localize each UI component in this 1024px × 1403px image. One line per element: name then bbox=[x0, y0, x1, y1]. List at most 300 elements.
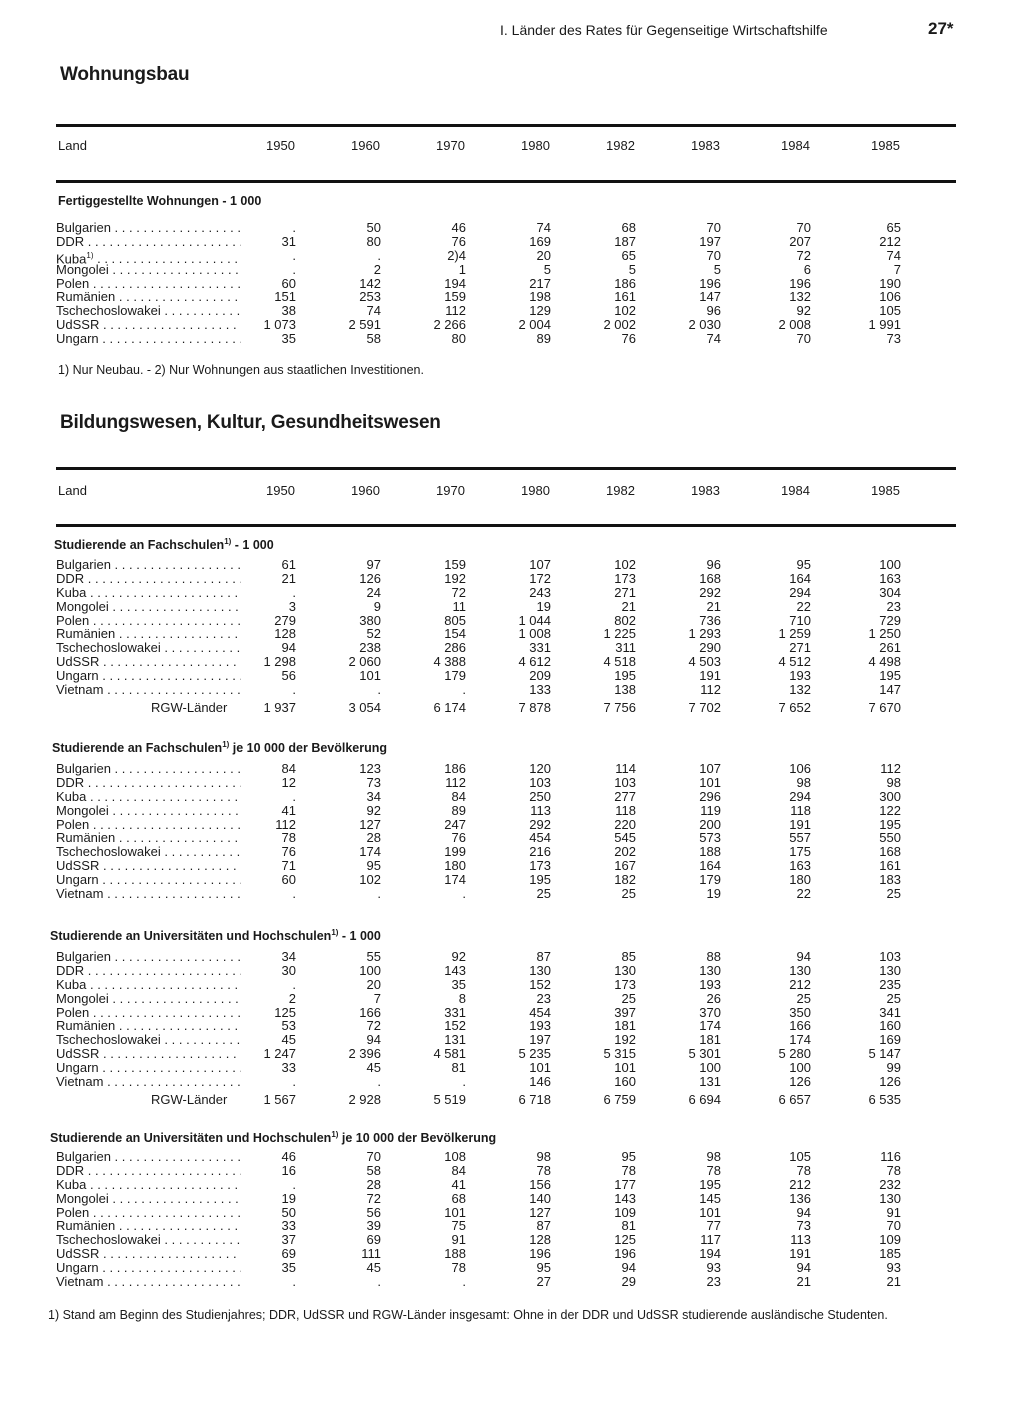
cell-value: 94 bbox=[281, 640, 296, 656]
cell-value: 196 bbox=[529, 1246, 551, 1262]
row-label bbox=[56, 1075, 241, 1089]
cell-value: 25 bbox=[536, 886, 551, 902]
cell-value: 168 bbox=[879, 844, 901, 860]
column-header-row bbox=[56, 138, 956, 158]
cell-value: 292 bbox=[699, 584, 721, 600]
cell-value: 195 bbox=[879, 668, 901, 684]
cell-value: 194 bbox=[444, 275, 466, 291]
cell-value: 207 bbox=[789, 233, 811, 249]
cell-value: 97 bbox=[366, 557, 381, 572]
cell-value: 109 bbox=[879, 1232, 901, 1248]
cell-value: 125 bbox=[274, 1004, 296, 1020]
cell-value: 118 bbox=[615, 802, 636, 818]
cell-value: 50 bbox=[366, 220, 381, 235]
cell-value: 21 bbox=[796, 1274, 811, 1290]
table-row bbox=[56, 683, 956, 697]
cell-value: 2 396 bbox=[348, 1046, 381, 1062]
cell-value: 129 bbox=[529, 303, 551, 319]
cell-value: 28 bbox=[366, 830, 381, 846]
cell-value: 102 bbox=[614, 303, 636, 319]
country-name: Kuba bbox=[56, 977, 87, 992]
cell-value: 163 bbox=[789, 858, 811, 874]
cell-value: 147 bbox=[879, 682, 901, 698]
footnote-marker: 1) bbox=[222, 740, 230, 749]
cell-value: 23 bbox=[536, 990, 551, 1006]
cell-value: 130 bbox=[879, 962, 901, 978]
cell-value: 196 bbox=[614, 1246, 636, 1262]
cell-value: 126 bbox=[359, 570, 381, 586]
total-value: 6 759 bbox=[603, 1091, 636, 1107]
table-fachschulen-1000 bbox=[56, 558, 956, 719]
table-row bbox=[56, 831, 956, 845]
block-title-text: Studierende an Fachschulen bbox=[52, 741, 223, 756]
cell-value: 38 bbox=[281, 303, 296, 319]
cell-value: 5 280 bbox=[778, 1046, 811, 1062]
cell-value: 120 bbox=[529, 761, 551, 776]
cell-value: 5 bbox=[628, 261, 636, 277]
table-row bbox=[56, 641, 956, 655]
cell-value: 123 bbox=[359, 761, 381, 776]
table-universitaeten-je-10000 bbox=[56, 1150, 956, 1289]
cell-value: 331 bbox=[444, 1004, 466, 1020]
row-label bbox=[56, 1047, 241, 1061]
cell-value: 72 bbox=[796, 247, 811, 263]
country-name: Bulgarien bbox=[56, 1150, 111, 1164]
row-label bbox=[56, 804, 241, 818]
cell-value: 60 bbox=[281, 872, 296, 888]
cell-value: 60 bbox=[281, 275, 296, 291]
cell-value: 25 bbox=[796, 990, 811, 1006]
cell-value: 23 bbox=[706, 1274, 721, 1290]
cell-value: 111 bbox=[361, 1246, 381, 1262]
cell-value: 94 bbox=[366, 1032, 381, 1048]
cell-value: 1 044 bbox=[518, 612, 551, 628]
total-value: 7 702 bbox=[688, 699, 721, 715]
total-value: 7 652 bbox=[778, 699, 811, 715]
country-name: Bulgarien bbox=[56, 950, 111, 964]
total-value: 1 567 bbox=[263, 1091, 296, 1107]
cell-value: 173 bbox=[614, 570, 636, 586]
cell-value: 271 bbox=[789, 640, 811, 656]
cell-value: 1 293 bbox=[688, 626, 721, 642]
cell-value: 78 bbox=[796, 1162, 811, 1178]
country-name: UdSSR bbox=[56, 318, 100, 333]
table-row bbox=[56, 247, 956, 267]
cell-value: 107 bbox=[529, 557, 551, 572]
cell-value: 220 bbox=[614, 816, 636, 832]
cell-value: 1 bbox=[458, 261, 466, 277]
cell-value: 34 bbox=[366, 788, 381, 804]
table-row bbox=[56, 1019, 956, 1033]
cell-value: 296 bbox=[699, 788, 721, 804]
country-name: Rumänien bbox=[56, 831, 116, 846]
cell-value: 118 bbox=[790, 802, 811, 818]
country-name: UdSSR bbox=[56, 1247, 100, 1262]
cell-value: 126 bbox=[879, 1074, 901, 1090]
cell-value: 33 bbox=[281, 1060, 296, 1076]
row-label bbox=[56, 558, 241, 572]
cell-value: 21 bbox=[706, 598, 721, 614]
cell-value: 33 bbox=[281, 1218, 296, 1234]
cell-value: 11 bbox=[452, 598, 466, 614]
cell-value: 5 315 bbox=[603, 1046, 636, 1062]
cell-value: 143 bbox=[444, 962, 466, 978]
cell-value: 23 bbox=[886, 598, 901, 614]
cell-value: 2 002 bbox=[603, 317, 636, 333]
cell-value: 243 bbox=[529, 584, 551, 600]
cell-value: 156 bbox=[529, 1176, 551, 1192]
table-rule-top bbox=[56, 467, 956, 470]
cell-value: 25 bbox=[886, 886, 901, 902]
cell-value: 191 bbox=[789, 1246, 811, 1262]
cell-value: 196 bbox=[699, 275, 721, 291]
cell-value: 96 bbox=[706, 557, 721, 572]
cell-value: . bbox=[292, 1176, 296, 1192]
table-row bbox=[56, 873, 956, 887]
cell-value: 107 bbox=[699, 761, 721, 776]
cell-value: 65 bbox=[886, 220, 901, 235]
cell-value: 81 bbox=[451, 1060, 466, 1076]
country-name: Kuba bbox=[56, 1177, 87, 1192]
cell-value: 253 bbox=[359, 289, 381, 305]
row-label bbox=[56, 762, 241, 776]
cell-value: 74 bbox=[886, 247, 901, 263]
row-label bbox=[56, 586, 241, 600]
cell-value: 122 bbox=[879, 802, 901, 818]
cell-value: 5 301 bbox=[688, 1046, 721, 1062]
footnote-marker: 1) bbox=[224, 537, 232, 546]
table-rule-top bbox=[56, 124, 956, 127]
cell-value: 1 259 bbox=[778, 626, 811, 642]
cell-value: 2 060 bbox=[348, 654, 381, 670]
table-row bbox=[56, 1206, 956, 1220]
cell-value: 125 bbox=[614, 1232, 636, 1248]
footnote-bildungswesen: 1) Stand am Beginn des Studienjahres; DDR, UdSSR und RGW-Länder insgesamt: Ohne in der DDR und UdSSR studierende ausländische Studenten. bbox=[48, 1308, 888, 1322]
cell-value: 130 bbox=[529, 962, 551, 978]
cell-value: 173 bbox=[529, 858, 551, 874]
cell-value: 31 bbox=[281, 233, 296, 249]
column-header-year: 1985 bbox=[871, 138, 900, 153]
table-row bbox=[56, 572, 956, 586]
cell-value: 177 bbox=[614, 1176, 636, 1192]
cell-value: 24 bbox=[366, 584, 381, 600]
cell-value: 300 bbox=[879, 788, 901, 804]
country-name: DDR bbox=[56, 1163, 85, 1178]
block-title-fachschulen-1000 bbox=[54, 537, 274, 552]
table-rule-header bbox=[56, 524, 956, 527]
cell-value: 186 bbox=[614, 275, 636, 291]
cell-value: 290 bbox=[699, 640, 721, 656]
cell-value: 133 bbox=[529, 682, 551, 698]
cell-value: 41 bbox=[281, 802, 296, 818]
row-label bbox=[56, 818, 241, 832]
cell-value: 92 bbox=[366, 802, 381, 818]
cell-value: 2)4 bbox=[447, 247, 466, 263]
cell-value: 193 bbox=[789, 668, 811, 684]
cell-value: 73 bbox=[886, 331, 901, 347]
cell-value: 191 bbox=[789, 816, 811, 832]
country-name: Tschechoslowakei bbox=[56, 1033, 161, 1048]
cell-value: 70 bbox=[796, 331, 811, 347]
cell-value: 68 bbox=[451, 1190, 466, 1206]
table-row bbox=[56, 1033, 956, 1047]
cell-value: 190 bbox=[879, 275, 901, 291]
row-label bbox=[56, 776, 241, 790]
block-title-suffix: je 10 000 der Bevölkerung bbox=[338, 1131, 497, 1146]
cell-value: 128 bbox=[529, 1232, 551, 1248]
cell-value: 112 bbox=[700, 682, 721, 698]
country-name: Vietnam bbox=[56, 1075, 104, 1089]
cell-value: 29 bbox=[621, 1274, 636, 1290]
cell-value: 195 bbox=[699, 1176, 721, 1192]
cell-value: 74 bbox=[706, 331, 721, 347]
column-header-year: 1970 bbox=[436, 483, 465, 498]
cell-value: 175 bbox=[789, 844, 811, 860]
cell-value: 196 bbox=[789, 275, 811, 291]
cell-value: 94 bbox=[796, 1204, 811, 1220]
cell-value: 152 bbox=[444, 1018, 466, 1034]
column-header-land: Land bbox=[58, 138, 87, 153]
footnote-wohnungsbau: 1) Nur Neubau. - 2) Nur Wohnungen aus staatlichen Investitionen. bbox=[58, 363, 424, 377]
cell-value: 19 bbox=[706, 886, 721, 902]
country-name: Kuba bbox=[56, 789, 87, 804]
cell-value: 195 bbox=[614, 668, 636, 684]
total-value: 6 694 bbox=[688, 1091, 721, 1107]
cell-value: 183 bbox=[879, 872, 901, 888]
cell-value: 95 bbox=[621, 1149, 636, 1164]
table-fachschulen-je-10000 bbox=[56, 762, 956, 901]
row-label bbox=[56, 683, 241, 697]
country-name: UdSSR bbox=[56, 859, 100, 874]
cell-value: 95 bbox=[536, 1260, 551, 1276]
footnote-marker: 1) bbox=[86, 250, 94, 260]
block-title-fachschulen-je-10000 bbox=[52, 740, 387, 755]
cell-value: 53 bbox=[281, 1018, 296, 1034]
cell-value: 34 bbox=[281, 949, 296, 964]
country-name: Rumänien bbox=[56, 627, 116, 642]
row-label bbox=[56, 655, 241, 669]
row-label bbox=[56, 263, 241, 277]
cell-value: 81 bbox=[621, 1218, 636, 1234]
cell-value: 277 bbox=[614, 788, 636, 804]
row-label bbox=[56, 1006, 241, 1020]
cell-value: 188 bbox=[699, 844, 721, 860]
table-row bbox=[56, 1061, 956, 1075]
block-title-universitaeten-1000 bbox=[50, 928, 381, 943]
cell-value: 127 bbox=[529, 1204, 551, 1220]
cell-value: 247 bbox=[444, 816, 466, 832]
cell-value: 1 250 bbox=[868, 626, 901, 642]
cell-value: 198 bbox=[529, 289, 551, 305]
cell-value: 304 bbox=[879, 584, 901, 600]
cell-value: 212 bbox=[789, 1176, 811, 1192]
cell-value: 174 bbox=[699, 1018, 721, 1034]
cell-value: 12 bbox=[281, 774, 296, 790]
table-row bbox=[56, 586, 956, 600]
table-wohnungsbau bbox=[56, 221, 956, 346]
cell-value: 105 bbox=[789, 1149, 811, 1164]
row-label bbox=[56, 614, 241, 628]
cell-value: 181 bbox=[614, 1018, 636, 1034]
table-row bbox=[56, 1006, 956, 1020]
total-value: 6 657 bbox=[778, 1091, 811, 1107]
cell-value: 311 bbox=[615, 640, 636, 656]
cell-value: 286 bbox=[444, 640, 466, 656]
total-row bbox=[56, 1089, 956, 1111]
table-rule-header bbox=[56, 180, 956, 183]
cell-value: 98 bbox=[706, 1149, 721, 1164]
cell-value: 58 bbox=[366, 331, 381, 347]
cell-value: 19 bbox=[536, 598, 551, 614]
cell-value: 130 bbox=[699, 962, 721, 978]
cell-value: 101 bbox=[699, 1204, 721, 1220]
country-name: Tschechoslowakei bbox=[56, 845, 161, 860]
table-row bbox=[56, 992, 956, 1006]
cell-value: 454 bbox=[529, 830, 551, 846]
cell-value: 7 bbox=[373, 990, 381, 1006]
row-label bbox=[56, 1061, 241, 1075]
cell-value: 73 bbox=[366, 774, 381, 790]
country-name: Polen bbox=[56, 1205, 90, 1220]
block-title-suffix: - 1 000 bbox=[231, 538, 274, 553]
cell-value: 91 bbox=[886, 1204, 901, 1220]
cell-value: 5 bbox=[543, 261, 551, 277]
cell-value: 199 bbox=[444, 844, 466, 860]
cell-value: 212 bbox=[789, 976, 811, 992]
cell-value: 1 225 bbox=[603, 626, 636, 642]
country-name: UdSSR bbox=[56, 655, 100, 670]
cell-value: 113 bbox=[530, 802, 551, 818]
cell-value: 6 bbox=[803, 261, 811, 277]
table-row bbox=[56, 1150, 956, 1164]
cell-value: 78 bbox=[451, 1260, 466, 1276]
row-label bbox=[56, 627, 241, 641]
cell-value: 186 bbox=[444, 761, 466, 776]
cell-value: 550 bbox=[879, 830, 901, 846]
cell-value: 5 235 bbox=[518, 1046, 551, 1062]
cell-value: 109 bbox=[614, 1204, 636, 1220]
cell-value: 73 bbox=[796, 1218, 811, 1234]
cell-value: 112 bbox=[880, 761, 901, 776]
country-name: Mongolei bbox=[56, 262, 109, 277]
country-name: Ungarn bbox=[56, 1261, 99, 1276]
row-label bbox=[56, 304, 241, 318]
cell-value: 1 008 bbox=[518, 626, 551, 642]
cell-value: 70 bbox=[706, 247, 721, 263]
cell-value: 103 bbox=[879, 949, 901, 964]
cell-value: 152 bbox=[529, 976, 551, 992]
country-name: DDR bbox=[56, 571, 85, 586]
table-row bbox=[56, 1275, 956, 1289]
cell-value: 294 bbox=[789, 584, 811, 600]
country-name: Ungarn bbox=[56, 332, 99, 347]
table-row bbox=[56, 627, 956, 641]
table-row bbox=[56, 1047, 956, 1061]
table-row bbox=[56, 950, 956, 964]
country-name: Mongolei bbox=[56, 803, 109, 818]
cell-value: 30 bbox=[281, 962, 296, 978]
cell-value: . bbox=[292, 976, 296, 992]
cell-value: 35 bbox=[281, 1260, 296, 1276]
cell-value: 2 004 bbox=[518, 317, 551, 333]
cell-value: 25 bbox=[621, 886, 636, 902]
cell-value: 78 bbox=[886, 1162, 901, 1178]
cell-value: . bbox=[462, 886, 466, 902]
country-name: Kuba bbox=[56, 251, 87, 267]
cell-value: 217 bbox=[529, 275, 551, 291]
country-name: Vietnam bbox=[56, 887, 104, 901]
cell-value: 25 bbox=[886, 990, 901, 1006]
country-name: DDR bbox=[56, 963, 85, 978]
table-row bbox=[56, 1164, 956, 1178]
table-row bbox=[56, 964, 956, 978]
cell-value: 94 bbox=[796, 949, 811, 964]
cell-value: 127 bbox=[359, 816, 381, 832]
row-label bbox=[56, 831, 241, 845]
cell-value: 174 bbox=[359, 844, 381, 860]
cell-value: 65 bbox=[621, 247, 636, 263]
cell-value: 126 bbox=[789, 1074, 811, 1090]
cell-value: 102 bbox=[359, 872, 381, 888]
cell-value: 341 bbox=[879, 1004, 901, 1020]
cell-value: 105 bbox=[879, 303, 901, 319]
table-row bbox=[56, 790, 956, 804]
cell-value: 112 bbox=[445, 774, 466, 790]
cell-value: 113 bbox=[790, 1232, 811, 1248]
cell-value: . bbox=[292, 247, 296, 263]
cell-value: 185 bbox=[879, 1246, 901, 1262]
cell-value: 56 bbox=[281, 668, 296, 684]
cell-value: . bbox=[377, 886, 381, 902]
country-name: Ungarn bbox=[56, 1061, 99, 1076]
cell-value: 50 bbox=[281, 1204, 296, 1220]
cell-value: 380 bbox=[359, 612, 381, 628]
cell-value: 174 bbox=[444, 872, 466, 888]
section-title-bildungswesen: Bildungswesen, Kultur, Gesundheitswesen bbox=[60, 412, 441, 433]
cell-value: 102 bbox=[614, 557, 636, 572]
block-title-text: Studierende an Universitäten und Hochschulen bbox=[50, 1131, 332, 1146]
cell-value: 161 bbox=[614, 289, 636, 305]
cell-value: 132 bbox=[789, 682, 811, 698]
cell-value: 108 bbox=[444, 1149, 466, 1164]
cell-value: 142 bbox=[359, 275, 381, 291]
row-label bbox=[56, 978, 241, 992]
cell-value: 145 bbox=[699, 1190, 721, 1206]
cell-value: 20 bbox=[366, 976, 381, 992]
cell-value: 95 bbox=[366, 858, 381, 874]
cell-value: 26 bbox=[706, 990, 721, 1006]
row-label bbox=[56, 1233, 241, 1247]
total-value: 2 928 bbox=[348, 1091, 381, 1107]
cell-value: 99 bbox=[886, 1060, 901, 1076]
cell-value: 194 bbox=[699, 1246, 721, 1262]
cell-value: 84 bbox=[451, 788, 466, 804]
row-label bbox=[56, 318, 241, 332]
cell-value: 2 bbox=[373, 261, 381, 277]
table-row bbox=[56, 818, 956, 832]
cell-value: 169 bbox=[529, 233, 551, 249]
cell-value: 103 bbox=[529, 774, 551, 790]
cell-value: 80 bbox=[451, 331, 466, 347]
cell-value: 128 bbox=[274, 626, 296, 642]
cell-value: 100 bbox=[359, 962, 381, 978]
cell-value: 143 bbox=[614, 1190, 636, 1206]
cell-value: 1 298 bbox=[263, 654, 296, 670]
country-name: Rumänien bbox=[56, 1219, 116, 1234]
cell-value: 4 503 bbox=[688, 654, 721, 670]
cell-value: 7 bbox=[893, 261, 901, 277]
cell-value: 61 bbox=[281, 557, 296, 572]
